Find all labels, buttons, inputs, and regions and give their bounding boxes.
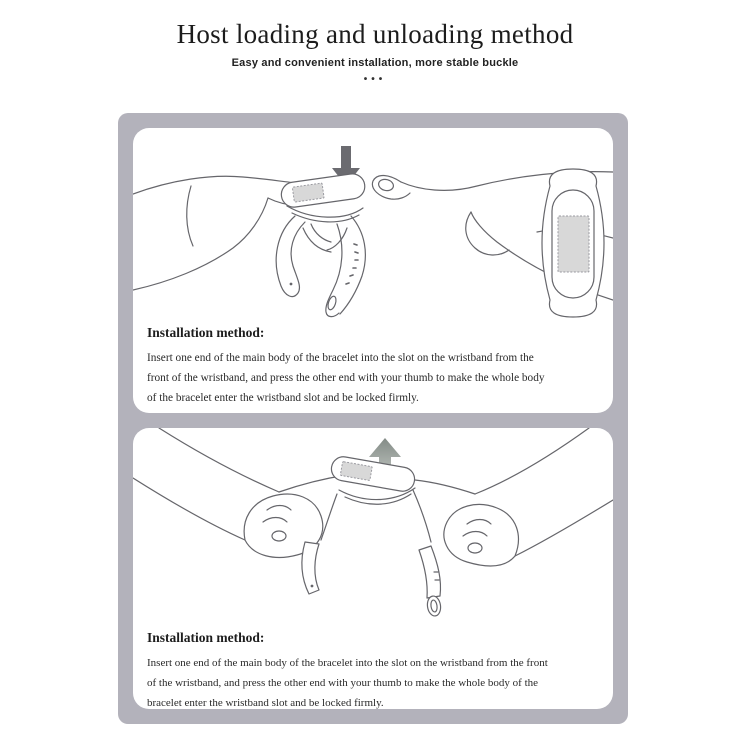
- instruction-line: Insert one end of the main body of the bracelet into the slot on the wristband from the front: [147, 657, 548, 669]
- bracelet-device-drawing: [280, 172, 367, 222]
- card-heading: Installation method:: [147, 630, 265, 645]
- header: [0, 0, 750, 85]
- left-hand-drawing: [133, 428, 347, 557]
- page-title: Host loading and unloading method: [176, 19, 574, 49]
- divider-dots: •••: [363, 74, 387, 85]
- page-subtitle: Easy and convenient installation, more stable buckle: [231, 57, 519, 69]
- instruction-line: of the wristband, and press the other end with your thumb to make the whole body of the: [147, 677, 539, 689]
- instruction-line: Insert one end of the main body of the bracelet into the slot on the wristband from the: [147, 352, 534, 364]
- instruction-line: front of the wristband, and press the other end with your thumb to make the whole body: [147, 372, 545, 384]
- wristband-straps-drawing: [276, 216, 365, 317]
- instruction-line: of the bracelet enter the wristband slot and be locked firmly.: [147, 392, 419, 404]
- wristband-top-view-image: [542, 169, 604, 317]
- wristband-straps-drawing: [302, 490, 442, 617]
- right-hand-drawing: [415, 428, 613, 566]
- bracelet-device-drawing: [330, 455, 417, 504]
- install-card: [133, 128, 613, 413]
- instruction-panel: [118, 113, 628, 724]
- install-text-block: [147, 325, 607, 408]
- install-illustration: [133, 128, 613, 328]
- remove-card: [133, 428, 613, 709]
- card-heading: Installation method:: [147, 325, 265, 340]
- instruction-line: bracelet enter the wristband slot and be locked firmly.: [147, 697, 384, 709]
- remove-text-block: [147, 630, 607, 709]
- remove-illustration: [133, 428, 613, 628]
